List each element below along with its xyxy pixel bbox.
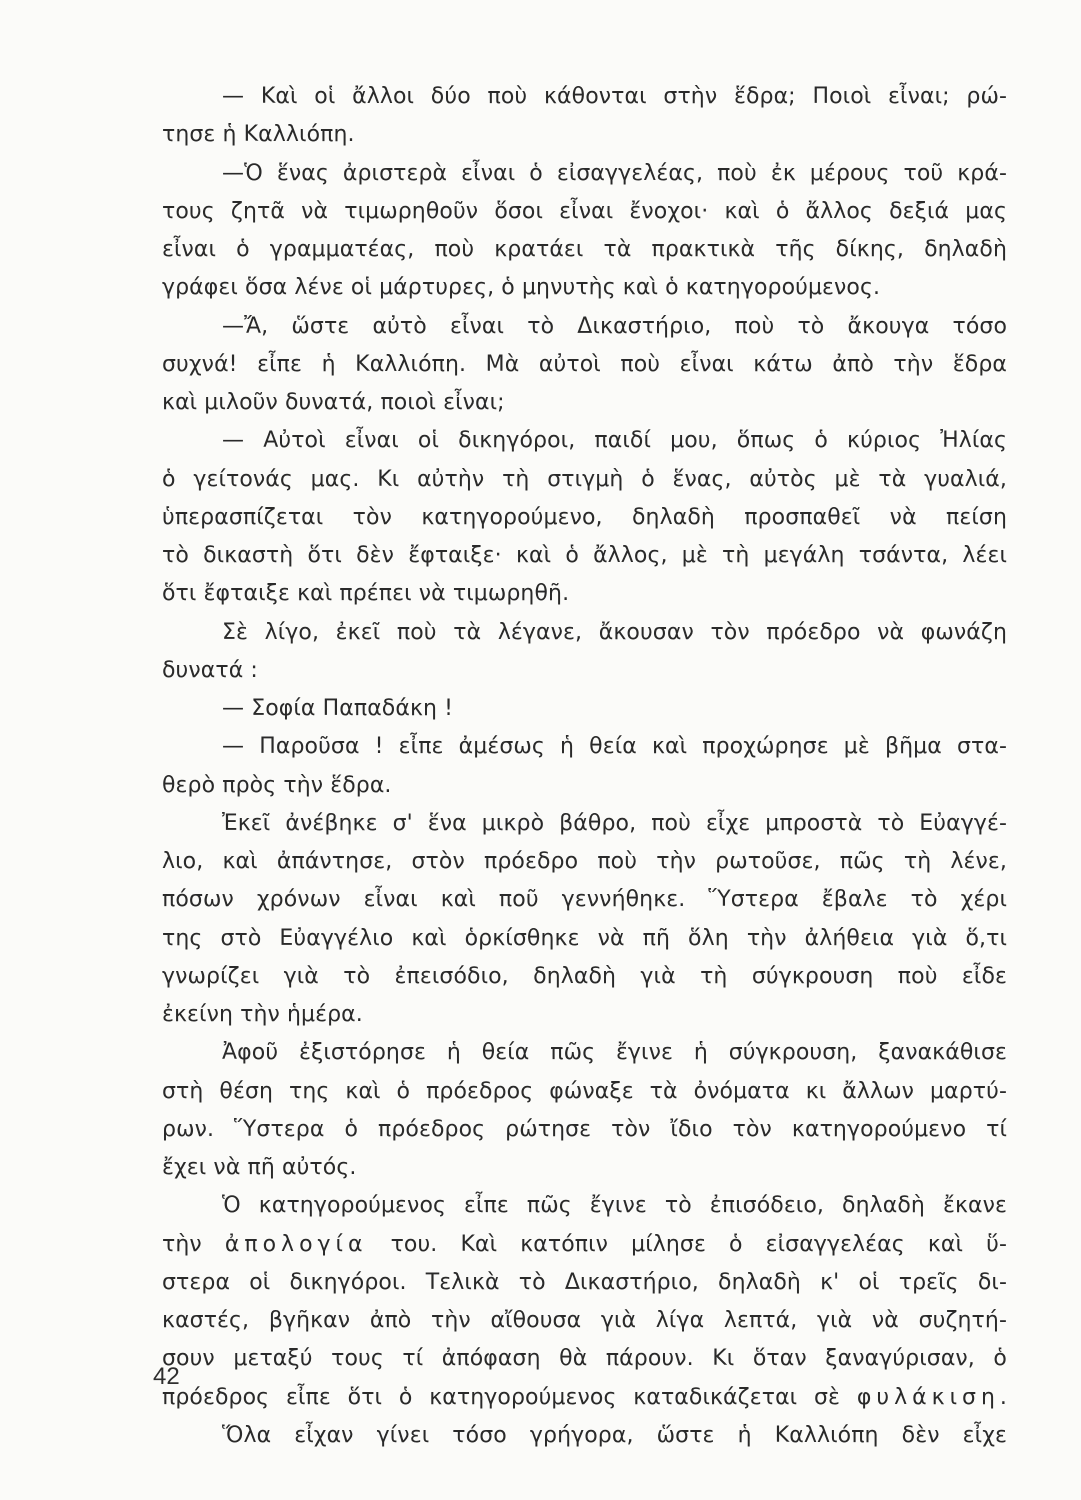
text-fragment: τὴν	[162, 1231, 225, 1257]
text-line: ὑπερασπίζεται τὸν κατηγορούμενο, δηλαδὴ προσπαθεῖ νὰ πείση	[162, 504, 1007, 530]
text-line: καὶ μιλοῦν δυνατά, ποιοὶ εἶναι;	[162, 390, 505, 415]
text-line: Ἐκεῖ ἀνέβηκε σ' ἕνα μικρὸ βάθρο, ποὺ εἶχε μπροστὰ τὸ Εὐαγγέ-	[222, 810, 1007, 836]
text-line: στὴ θέση της καὶ ὁ πρόεδρος φώναξε τὰ ὀνόματα κι ἄλλων μαρτύ-	[162, 1078, 1007, 1104]
text-line: καστές, βγῆκαν ἀπὸ τὴν αἴθουσα γιὰ λίγα λεπτά, γιὰ νὰ συζητή-	[162, 1308, 1007, 1333]
text-line: της στὸ Εὐαγγέλιο καὶ ὁρκίσθηκε νὰ πῆ ὅλη τὴν ἀλήθεια γιὰ ὅ,τι	[162, 925, 1007, 951]
text-fragment: .	[999, 1384, 1007, 1410]
text-line: Ἀφοῦ ἐξιστόρησε ἡ θεία πῶς ἔγινε ἡ σύγκρουση, ξανακάθισε	[222, 1040, 1007, 1066]
text-line: πόσων χρόνων εἶναι καὶ ποῦ γεννήθηκε. Ὕστερα ἔβαλε τὸ χέρι	[162, 887, 1007, 913]
text-fragment: πρόεδρος εἶπε ὅτι ὁ κατηγορούμενος καταδικάζεται σὲ	[162, 1384, 857, 1410]
text-line: —Ἄ, ὥστε αὐτὸ εἶναι τὸ Δικαστήριο, ποὺ τὸ ἄκουγα τόσο	[222, 313, 1007, 339]
text-line: στερα οἱ δικηγόροι. Τελικὰ τὸ Δικαστήριο, δηλαδὴ κ' οἱ τρεῖς δι-	[162, 1269, 1007, 1295]
text-line: — Αὐτοὶ εἶναι οἱ δικηγόροι, παιδί μου, ὅπως ὁ κύριος Ἠλίας	[222, 428, 1007, 454]
text-line: —Ὁ ἕνας ἀριστερὰ εἶναι ὁ εἰσαγγελέας, ποὺ ἐκ μέρους τοῦ κρά-	[222, 160, 1007, 186]
text-line: ὅτι ἔφταιξε καὶ πρέπει νὰ τιμωρηθῆ.	[162, 581, 570, 607]
text-line: ὁ γείτονάς μας. Κι αὐτὴν τὴ στιγμὴ ὁ ἕνας, αὐτὸς μὲ τὰ γυαλιά,	[162, 466, 1007, 492]
text-line: ἐκείνη τὴν ἡμέρα.	[162, 1002, 363, 1027]
text-line: Ὁ κατηγορούμενος εἶπε πῶς ἔγινε τὸ ἐπισόδειο, δηλαδὴ ἔκανε	[222, 1193, 1007, 1219]
text-line: Ὅλα εἶχαν γίνει τόσο γρήγορα, ὥστε ἡ Καλλιόπη δὲν εἶχε	[222, 1422, 1007, 1448]
text-line: — Καὶ οἱ ἄλλοι δύο ποὺ κάθονται στὴν ἕδρα; Ποιοὶ εἶναι; ρώ-	[222, 84, 1007, 109]
text-line: συχνά! εἶπε ἡ Καλλιόπη. Μὰ αὐτοὶ ποὺ εἶναι κάτω ἀπὸ τὴν ἕδρα	[162, 351, 1007, 377]
spaced-emphasis-word: ἀπολογία	[224, 1231, 368, 1257]
text-line: λιο, καὶ ἀπάντησε, στὸν πρόεδρο ποὺ τὴν ρωτοῦσε, πῶς τὴ λένε,	[162, 849, 1007, 874]
text-line: σουν μεταξύ τους τί ἀπόφαση θὰ πάρουν. Κι ὅταν ξαναγύρισαν, ὁ	[162, 1346, 1007, 1372]
text-line: ρων. Ὕστερα ὁ πρόεδρος ρώτησε τὸν ἴδιο τὸν κατηγορούμενο τί	[162, 1116, 1007, 1142]
text-line: δυνατά :	[162, 657, 258, 683]
text-line: τησε ἡ Καλλιόπη.	[162, 122, 355, 148]
text-line: θερὸ πρὸς τὴν ἕδρα.	[162, 772, 392, 798]
text-line: τους ζητᾶ νὰ τιμωρηθοῦν ὅσοι εἶναι ἔνοχοι· καὶ ὁ ἄλλος δεξιά μας	[162, 198, 1007, 224]
page-number: 42	[153, 1363, 180, 1390]
text-line: — Παροῦσα ! εἶπε ἀμέσως ἡ θεία καὶ προχώρησε μὲ βῆμα στα-	[222, 734, 1007, 760]
spaced-emphasis-word: φυλάκιση	[856, 1384, 1000, 1410]
text-line: γράφει ὅσα λένε οἱ μάρτυρες, ὁ μηνυτὴς καὶ ὁ κατηγορούμενος.	[162, 275, 881, 301]
text-line: Σὲ λίγο, ἐκεῖ ποὺ τὰ λέγανε, ἄκουσαν τὸν πρόεδρο νὰ φωνάζη	[222, 619, 1007, 645]
text-line: ἔχει νὰ πῆ αὐτός.	[162, 1155, 357, 1180]
text-line	[162, 1379, 1007, 1417]
body-text	[162, 78, 1007, 1455]
text-line	[162, 1226, 1007, 1264]
text-fragment: του. Καὶ κατόπιν μίλησε ὁ εἰσαγγελέας καὶ ὕ-	[367, 1231, 1007, 1257]
text-line: — Σοφία Παπαδάκη !	[222, 696, 454, 721]
text-line: εἶναι ὁ γραμματέας, ποὺ κρατάει τὰ πρακτικὰ τῆς δίκης, δηλαδὴ	[162, 237, 1007, 262]
text-line: τὸ δικαστὴ ὅτι δὲν ἔφταιξε· καὶ ὁ ἄλλος, μὲ τὴ μεγάλη τσάντα, λέει	[162, 543, 1007, 568]
text-line: γνωρίζει γιὰ τὸ ἐπεισόδιο, δηλαδὴ γιὰ τὴ σύγκρουση ποὺ εἶδε	[162, 963, 1007, 989]
